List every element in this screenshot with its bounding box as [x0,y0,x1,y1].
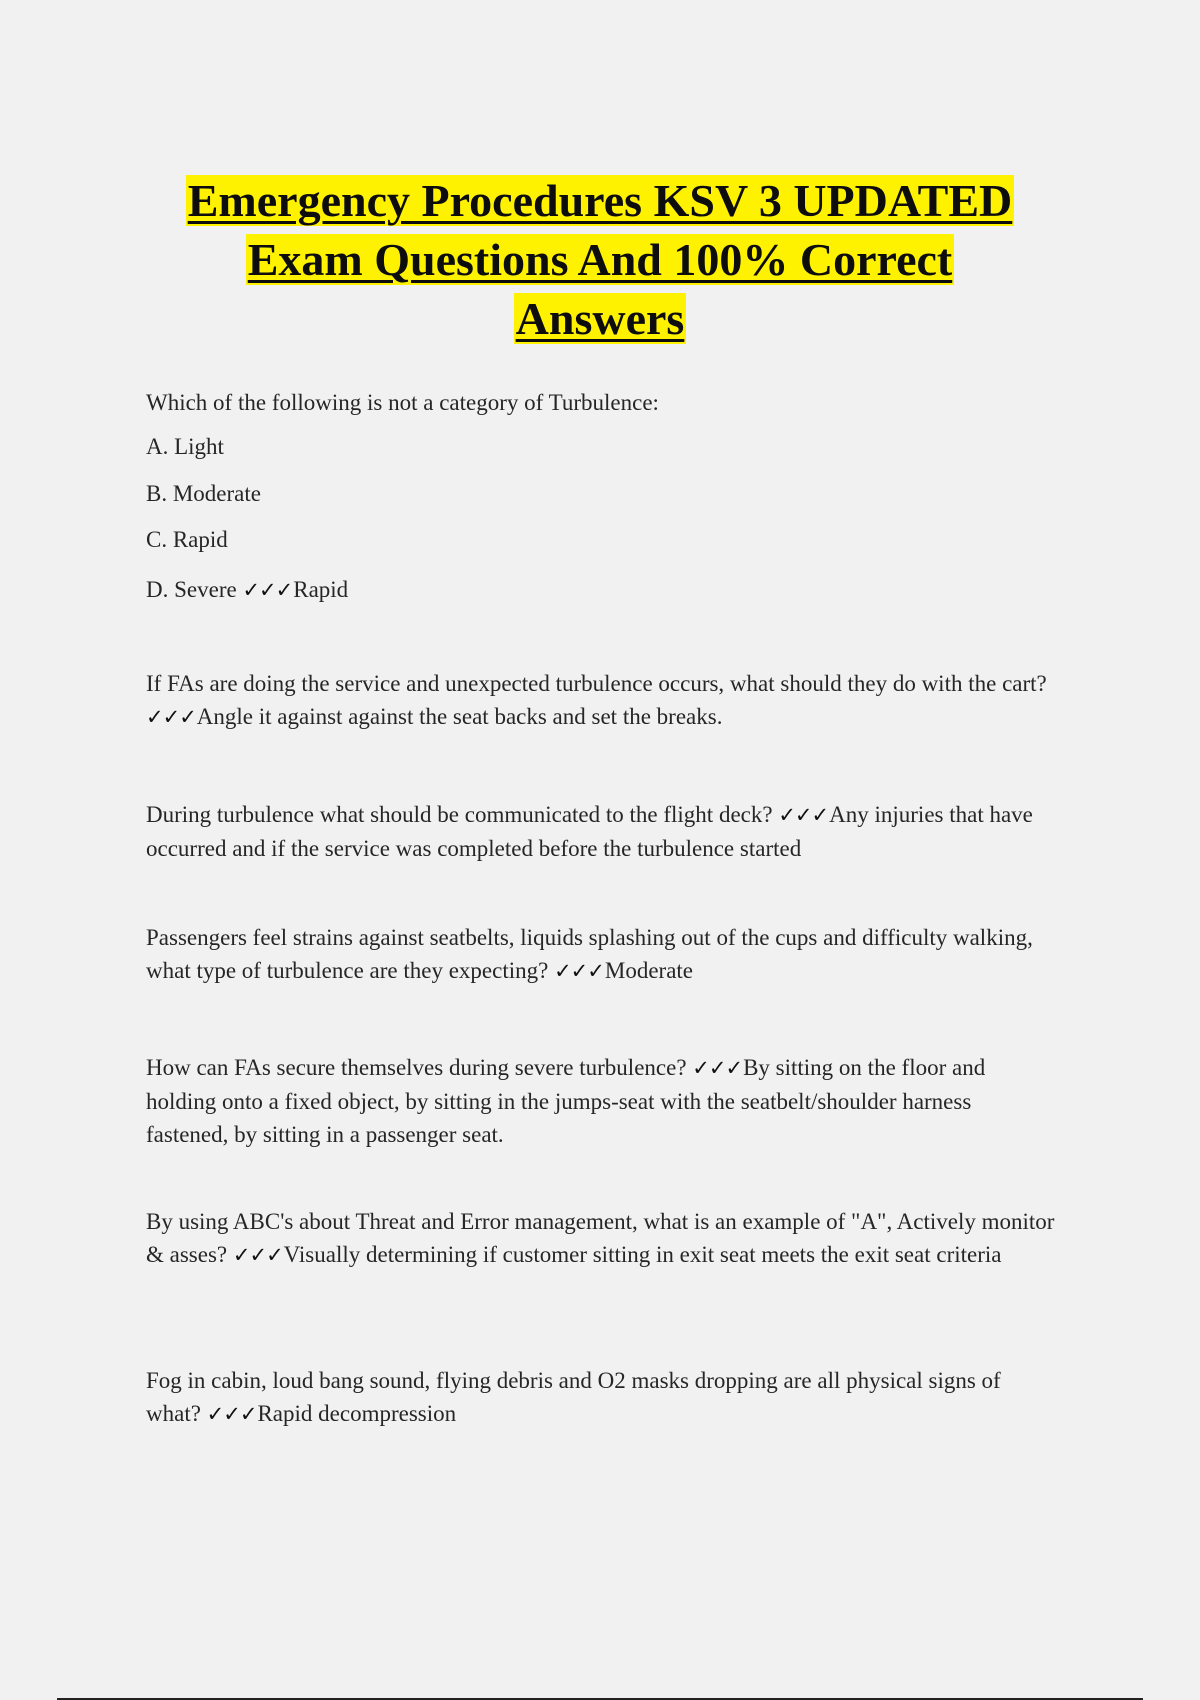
question-text: During turbulence what should be communicated to the flight deck? [146,802,773,827]
qa-item [146,1205,1056,1272]
check-marks-icon: ✓✓✓ [554,959,604,983]
title-line: Answers [515,292,685,344]
mc-option-a: A. Light [146,434,224,459]
answer-text: Visually determining if customer sitting in exit seat meets the exit seat criteria [283,1242,1002,1267]
qa-item [146,667,1056,734]
mc-question-prompt: Which of the following is not a category of Turbulence: [146,390,659,415]
title-line: Emergency Procedures KSV 3 UPDATED [187,174,1013,226]
question-text: If FAs are doing the service and unexpected turbulence occurs, what should they do with the cart? [146,671,1047,696]
answer-text: By sitting on the floor and holding onto a fixed object, by sitting in the jumps-seat with the seatbelt/shoulder harness fastened, by sitting in a passenger seat. [146,1055,986,1147]
qa-item [146,1051,1056,1151]
document-title [100,171,1100,348]
check-marks-icon: ✓✓✓ [232,1243,283,1267]
answer-text: Angle it against against the seat backs and set the breaks. [196,704,723,729]
question-text: Passengers feel strains against seatbelts, liquids splashing out of the cups and difficulty walking, what type of turbulence are they expecting? [146,925,1033,983]
qa-item [146,921,1056,988]
question-text: How can FAs secure themselves during severe turbulence? [146,1055,687,1080]
question-text: By using ABC's about Threat and Error management, what is an example of "A", Actively monitor & asses? [146,1209,1055,1267]
mc-option-b: B. Moderate [146,481,261,506]
qa-item [146,798,1056,865]
answer-text: Rapid decompression [257,1401,457,1426]
title-line: Exam Questions And 100% Correct [247,233,953,285]
check-marks-icon: ✓✓✓ [778,803,829,827]
option-text: D. Severe [146,577,237,602]
qa-item [146,1364,1056,1431]
check-marks-icon: ✓✓✓ [692,1056,743,1080]
mc-option-c: C. Rapid [146,527,228,552]
answer-text: Any injuries that have occurred and if the service was completed before the turbulence started [146,802,1033,861]
question-text: Fog in cabin, loud bang sound, flying debris and O2 masks dropping are all physical signs of what? [146,1368,1001,1426]
answer-text: Rapid [293,577,349,602]
check-marks-icon: ✓✓✓ [146,705,196,729]
check-marks-icon: ✓✓✓ [242,578,293,602]
check-marks-icon: ✓✓✓ [206,1402,257,1426]
mc-option-d [146,573,348,607]
answer-text: Moderate [604,958,694,983]
